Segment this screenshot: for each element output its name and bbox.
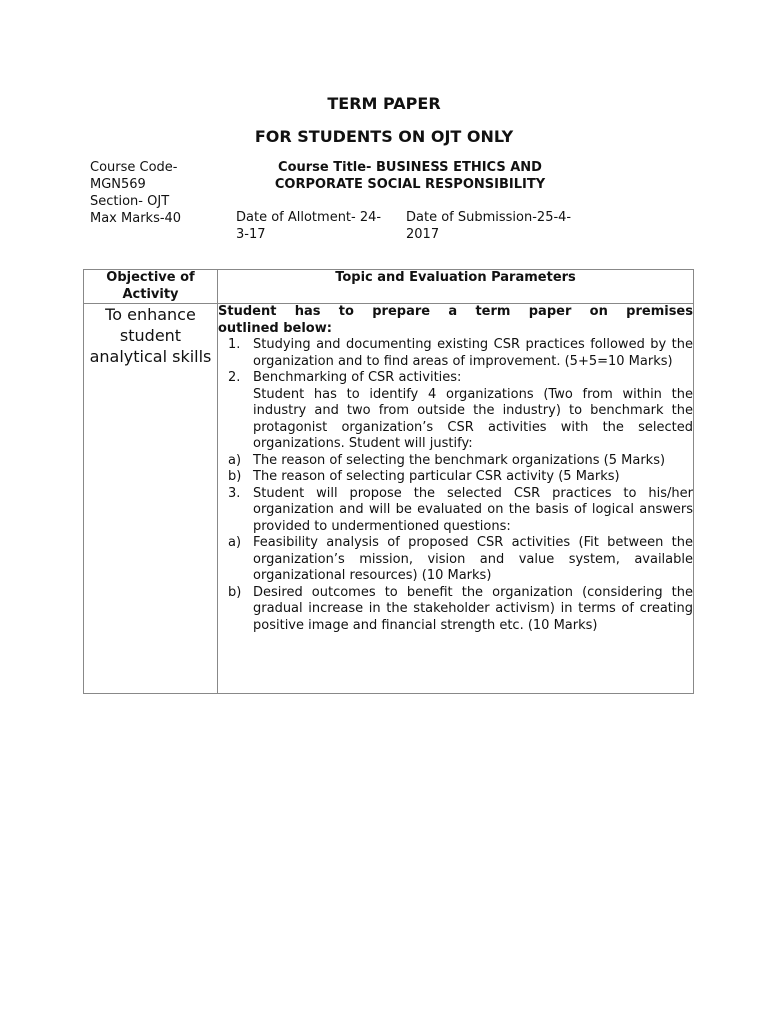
list-item bbox=[218, 370, 693, 387]
page-title: TERM PAPER bbox=[327, 94, 441, 113]
page-subtitle: FOR STUDENTS ON OJT ONLY bbox=[254, 127, 514, 146]
course-title-line-2: CORPORATE SOCIAL RESPONSIBILITY bbox=[274, 177, 546, 192]
list-marker: a) bbox=[228, 452, 242, 468]
date-of-allotment bbox=[236, 209, 398, 243]
list-item-text: The reason of selecting particular CSR activity (5 Marks) bbox=[253, 469, 620, 484]
table-header-row bbox=[84, 270, 694, 304]
list-marker: b) bbox=[228, 584, 242, 600]
list-item bbox=[218, 486, 693, 536]
allotment-line-2: 3-17 bbox=[236, 227, 266, 242]
list-item-text: Student will propose the selected CSR practices to his/her organization and will be evaluated on the basis of logical answers provided to undermentioned questions: bbox=[253, 485, 693, 534]
list-item-text: Desired outcomes to benefit the organization (considering the gradual increase in the stakeholder activism) in terms of creating positive image and financial strength etc. (10 Marks) bbox=[253, 584, 693, 633]
list-marker: b) bbox=[228, 469, 242, 484]
topic-header: Topic and Evaluation Parameters bbox=[218, 270, 694, 304]
list-item-text: The reason of selecting the benchmark organizations (5 Marks) bbox=[253, 452, 666, 468]
evaluation-table bbox=[83, 269, 694, 694]
list-marker: 1. bbox=[228, 337, 241, 352]
allotment-line-1: Date of Allotment- 24- bbox=[236, 210, 382, 225]
objective-cell: To enhance student analytical skills bbox=[84, 304, 218, 694]
list-item-text: Feasibility analysis of proposed CSR activities (Fit between the organization’s mission, vision and value system, available organizational resources) (10 Marks) bbox=[253, 535, 693, 583]
objective-header: Objective of Activity bbox=[84, 270, 218, 304]
list-item bbox=[218, 337, 693, 370]
list-item-text: Benchmarking of CSR activities: bbox=[253, 370, 462, 385]
list-marker: a) bbox=[228, 535, 242, 550]
list-marker: 3. bbox=[228, 485, 241, 501]
topic-cell bbox=[218, 304, 694, 694]
submission-line-2: 2017 bbox=[406, 227, 440, 242]
list-item bbox=[218, 585, 693, 635]
submission-line-1: Date of Submission-25-4- bbox=[406, 210, 572, 225]
course-title bbox=[240, 159, 580, 193]
intro-line-1: Student has to prepare a term paper on premises bbox=[218, 304, 693, 319]
section: Section- OJT bbox=[90, 194, 170, 209]
list-marker: 2. bbox=[228, 370, 241, 385]
list-item bbox=[218, 469, 693, 486]
list-item bbox=[218, 453, 693, 470]
course-title-line-1: Course Title- BUSINESS ETHICS AND bbox=[278, 160, 542, 175]
course-code: MGN569 bbox=[90, 177, 146, 192]
date-of-submission bbox=[406, 209, 596, 243]
max-marks: Max Marks-40 bbox=[90, 211, 182, 226]
list-item-continuation: Student has to identify 4 organizations (Two from within the industry and two from outside the industry) to benchmark the protagonist organization’s CSR activities with the selected organizations. Student will justify: bbox=[253, 386, 693, 451]
list-item-text: Studying and documenting existing CSR practices followed by the organization and to find areas of improvement. (5+5=10 Marks) bbox=[253, 337, 693, 369]
course-code-label: Course Code- bbox=[90, 160, 178, 175]
intro-line-2: outlined below: bbox=[218, 320, 332, 336]
table-row bbox=[84, 304, 694, 694]
list-item bbox=[218, 535, 693, 585]
course-info bbox=[90, 159, 181, 227]
